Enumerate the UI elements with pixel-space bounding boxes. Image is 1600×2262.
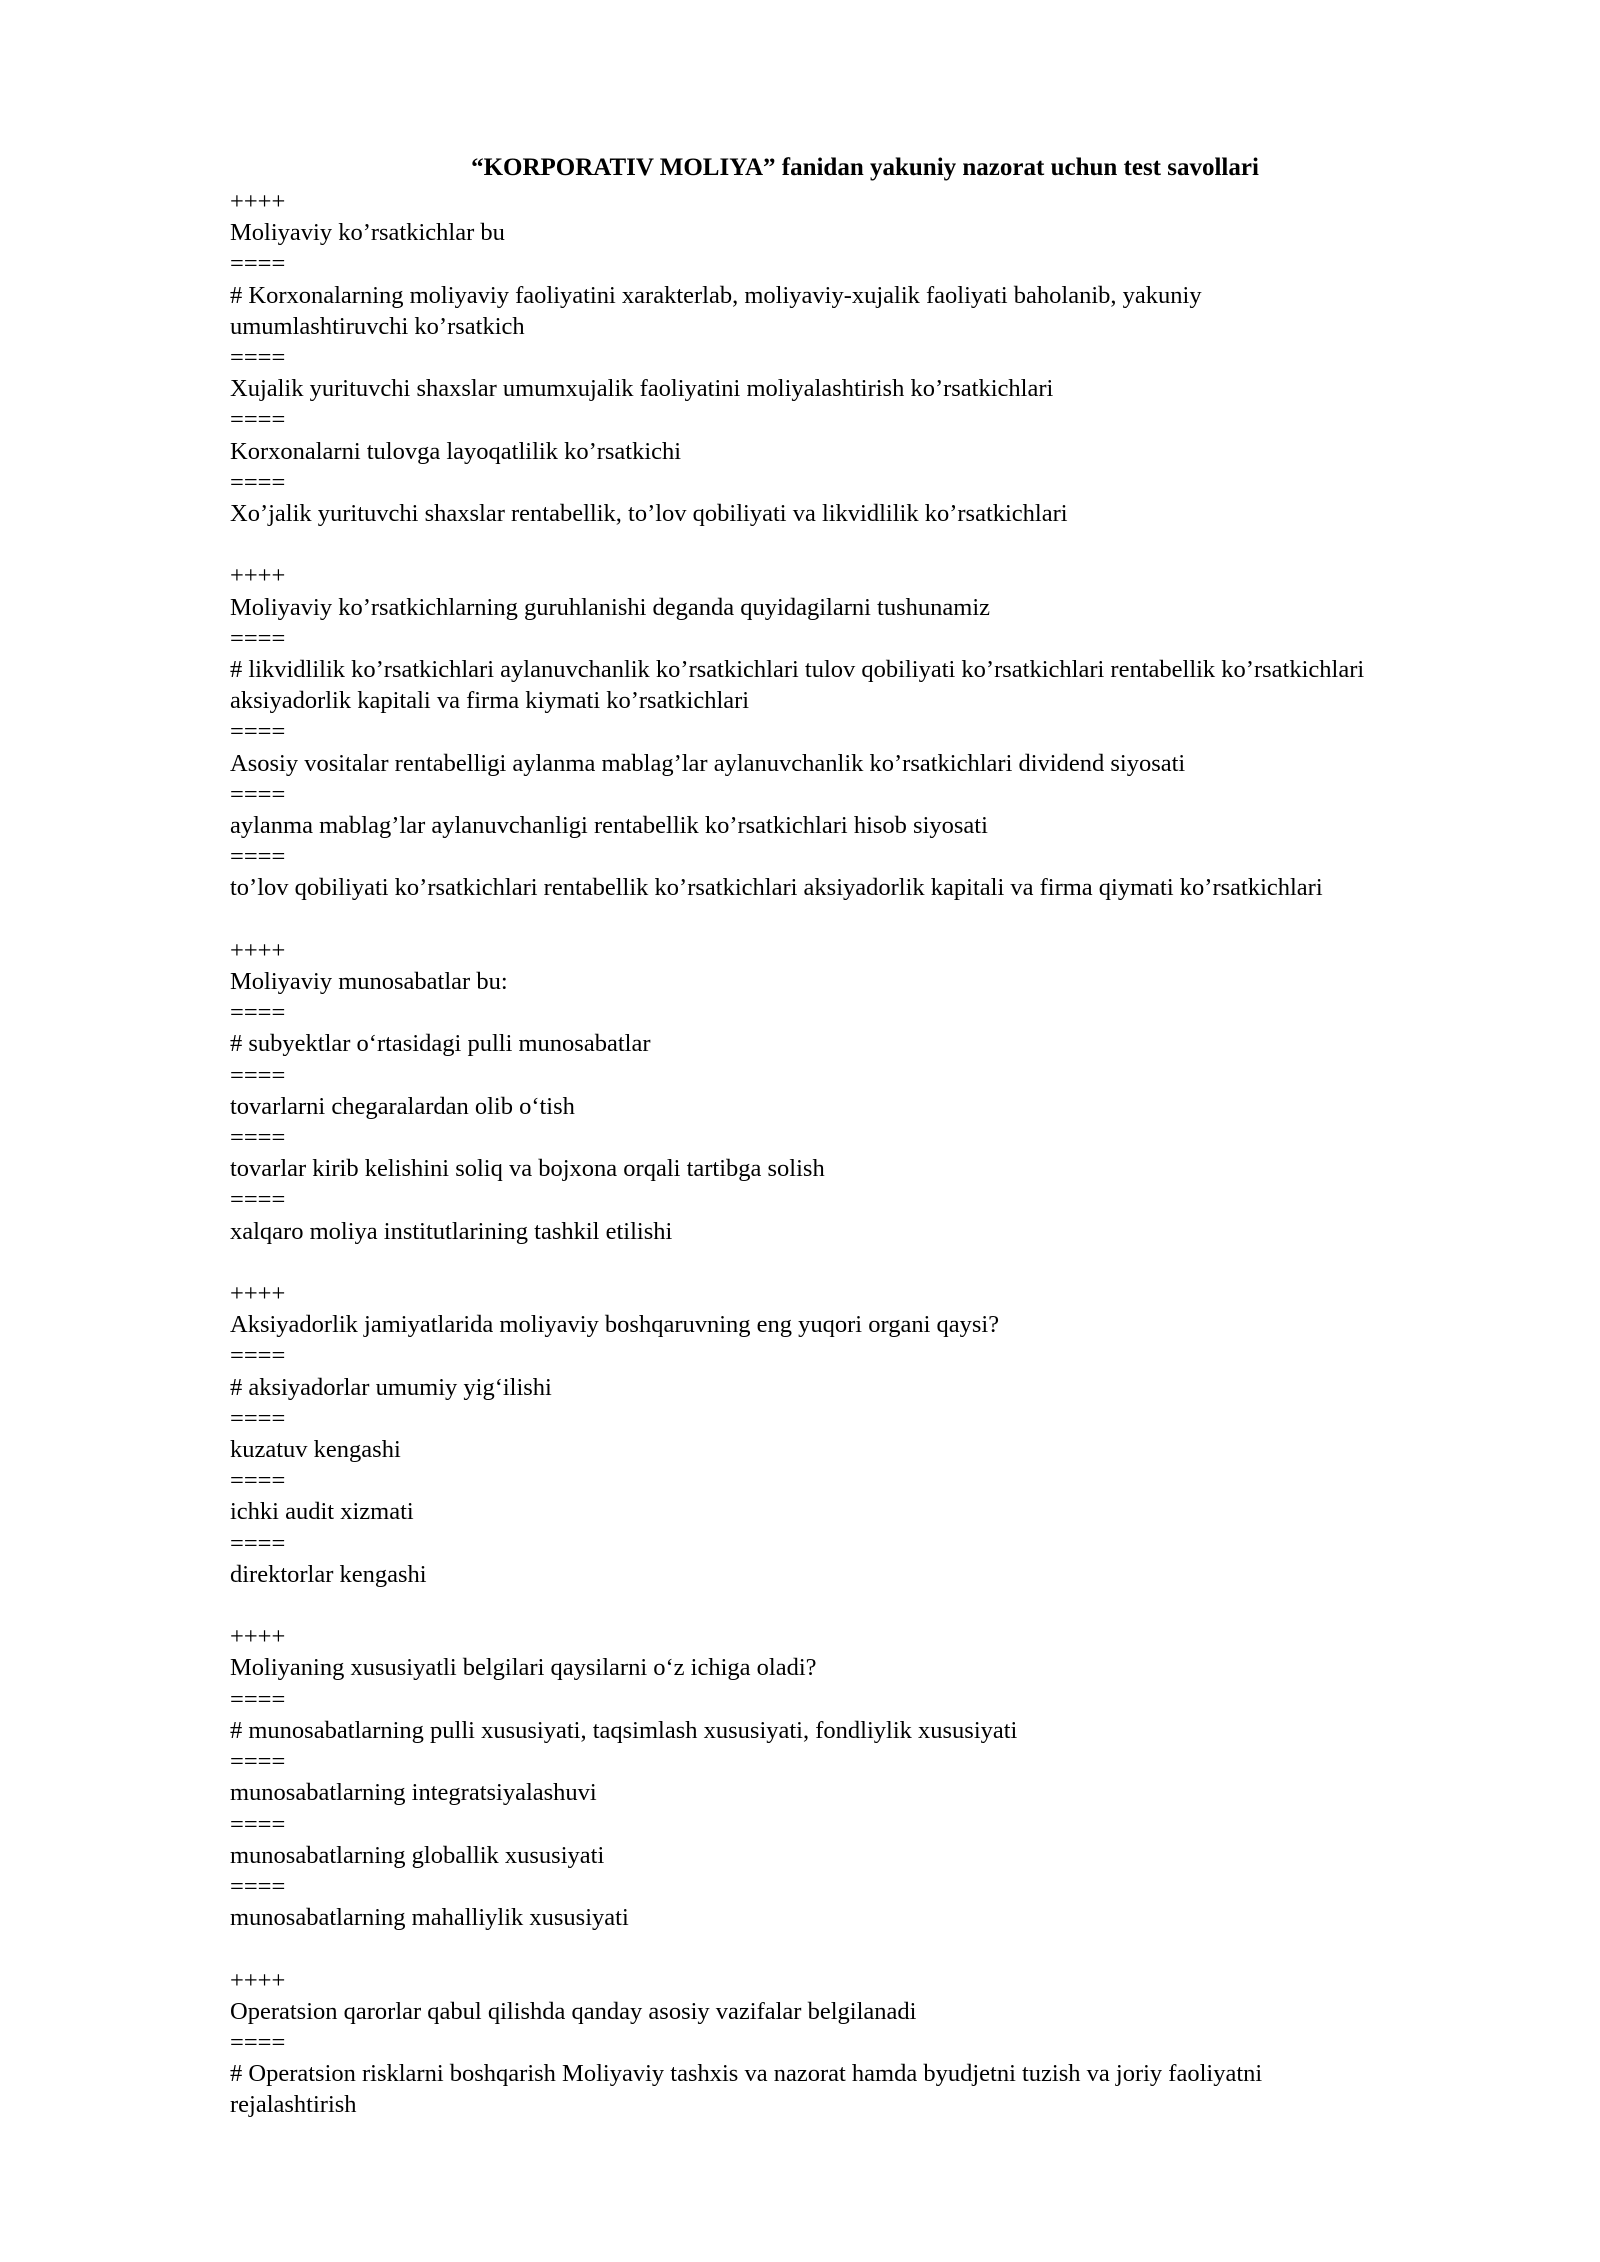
answer-separator: ==== bbox=[230, 1748, 286, 1776]
answer-separator: ==== bbox=[230, 344, 286, 372]
text-line: Moliyaviy ko’rsatkichlar bu bbox=[230, 219, 505, 247]
question-separator: ++++ bbox=[230, 562, 286, 590]
text-line: tovarlar kirib kelishini soliq va bojxona orqali tartibga solish bbox=[230, 1155, 825, 1183]
answer-separator: ==== bbox=[230, 780, 286, 808]
answer-separator: ==== bbox=[230, 624, 286, 652]
text-line: Operatsion qarorlar qabul qilishda qanday asosiy vazifalar belgilanadi bbox=[230, 1997, 917, 2025]
answer-separator: ==== bbox=[230, 1061, 286, 1089]
blank-line bbox=[230, 1590, 1500, 1621]
correct-answer-line: # Operatsion risklarni boshqarish Moliyaviy tashxis va nazorat hamda byudjetni tuzish va joriy faoliyatni rejalashtirish bbox=[230, 2060, 1263, 2119]
answer-separator: ==== bbox=[230, 406, 286, 434]
text-line: Asosiy vositalar rentabelligi aylanma mablag’lar aylanuvchanlik ko’rsatkichlari dividend siyosati bbox=[230, 749, 1186, 777]
question-separator: ++++ bbox=[230, 1966, 286, 1994]
blank-line bbox=[230, 529, 1500, 560]
text-line: munosabatlarning globallik xususiyati bbox=[230, 1841, 605, 1869]
correct-answer-line: # subyektlar o‘rtasidagi pulli munosabatlar bbox=[230, 1030, 651, 1058]
text-line: aylanma mablag’lar aylanuvchanligi rentabellik ko’rsatkichlari hisob siyosati bbox=[230, 812, 988, 840]
text-line: Moliyaviy munosabatlar bu: bbox=[230, 968, 508, 996]
correct-answer-line: # munosabatlarning pulli xususiyati, taqsimlash xususiyati, fondliylik xususiyati bbox=[230, 1716, 1018, 1744]
text-line: direktorlar kengashi bbox=[230, 1560, 427, 1588]
answer-separator: ==== bbox=[230, 1467, 286, 1495]
answer-separator: ==== bbox=[230, 1342, 286, 1370]
answer-separator: ==== bbox=[230, 1872, 286, 1900]
question-separator: ++++ bbox=[230, 1280, 286, 1308]
text-line: Aksiyadorlik jamiyatlarida moliyaviy boshqaruvning eng yuqori organi qaysi? bbox=[230, 1311, 1000, 1339]
text-line: Xo’jalik yurituvchi shaxslar rentabellik, to’lov qobiliyati va likvidlilik ko’rsatkichlari bbox=[230, 500, 1068, 528]
answer-separator: ==== bbox=[230, 999, 286, 1027]
page-title: “KORPORATIV MOLIYA” fanidan yakuniy nazorat uchun test savollari bbox=[471, 154, 1259, 181]
answer-separator: ==== bbox=[230, 1124, 286, 1152]
question-separator: ++++ bbox=[230, 936, 286, 964]
blank-line bbox=[230, 1933, 1500, 1964]
answer-separator: ==== bbox=[230, 468, 286, 496]
text-line: kuzatuv kengashi bbox=[230, 1436, 401, 1464]
test-questions-body bbox=[230, 186, 1500, 2121]
correct-answer-line: # aksiyadorlar umumiy yig‘ilishi bbox=[230, 1373, 552, 1401]
question-separator: ++++ bbox=[230, 188, 286, 215]
blank-line bbox=[230, 1247, 1500, 1278]
text-line: ichki audit xizmati bbox=[230, 1498, 414, 1526]
answer-separator: ==== bbox=[230, 1529, 286, 1557]
answer-separator: ==== bbox=[230, 1404, 286, 1432]
answer-separator: ==== bbox=[230, 2028, 286, 2056]
text-line: Xujalik yurituvchi shaxslar umumxujalik faoliyatini moliyalashtirish ko’rsatkichlari bbox=[230, 375, 1054, 403]
correct-answer-line: # likvidlilik ko’rsatkichlari aylanuvchanlik ko’rsatkichlari tulov qobiliyati ko’rsatkichlari rentabellik ko’rsatkichlari aksiyadorlik kapitali va firma kiymati ko’rsatkichlari bbox=[230, 656, 1365, 715]
answer-separator: ==== bbox=[230, 1186, 286, 1214]
text-line: munosabatlarning mahalliylik xususiyati bbox=[230, 1904, 629, 1932]
text-line: to’lov qobiliyati ko’rsatkichlari rentabellik ko’rsatkichlari aksiyadorlik kapitali va firma qiymati ko’rsatkichlari bbox=[230, 874, 1323, 902]
answer-separator: ==== bbox=[230, 1810, 286, 1838]
text-line: munosabatlarning integratsiyalashuvi bbox=[230, 1779, 597, 1807]
text-line: Korxonalarni tulovga layoqatlilik ko’rsatkichi bbox=[230, 437, 682, 465]
answer-separator: ==== bbox=[230, 718, 286, 746]
text-line: tovarlarni chegaralardan olib o‘tish bbox=[230, 1092, 575, 1120]
text-line: Moliyaviy ko’rsatkichlarning guruhlanishi deganda quyidagilarni tushunamiz bbox=[230, 593, 991, 621]
answer-separator: ==== bbox=[230, 843, 286, 871]
question-separator: ++++ bbox=[230, 1623, 286, 1651]
blank-line bbox=[230, 904, 1500, 935]
answer-separator: ==== bbox=[230, 1685, 286, 1713]
text-line: Moliyaning xususiyatli belgilari qaysilarni o‘z ichiga oladi? bbox=[230, 1654, 817, 1682]
text-line: xalqaro moliya institutlarining tashkil etilishi bbox=[230, 1217, 673, 1245]
answer-separator: ==== bbox=[230, 250, 286, 278]
correct-answer-line: # Korxonalarning moliyaviy faoliyatini xarakterlab, moliyaviy-xujalik faoliyati baholanib, yakuniy umumlashtiruvchi ko’rsatkich bbox=[230, 281, 1202, 340]
